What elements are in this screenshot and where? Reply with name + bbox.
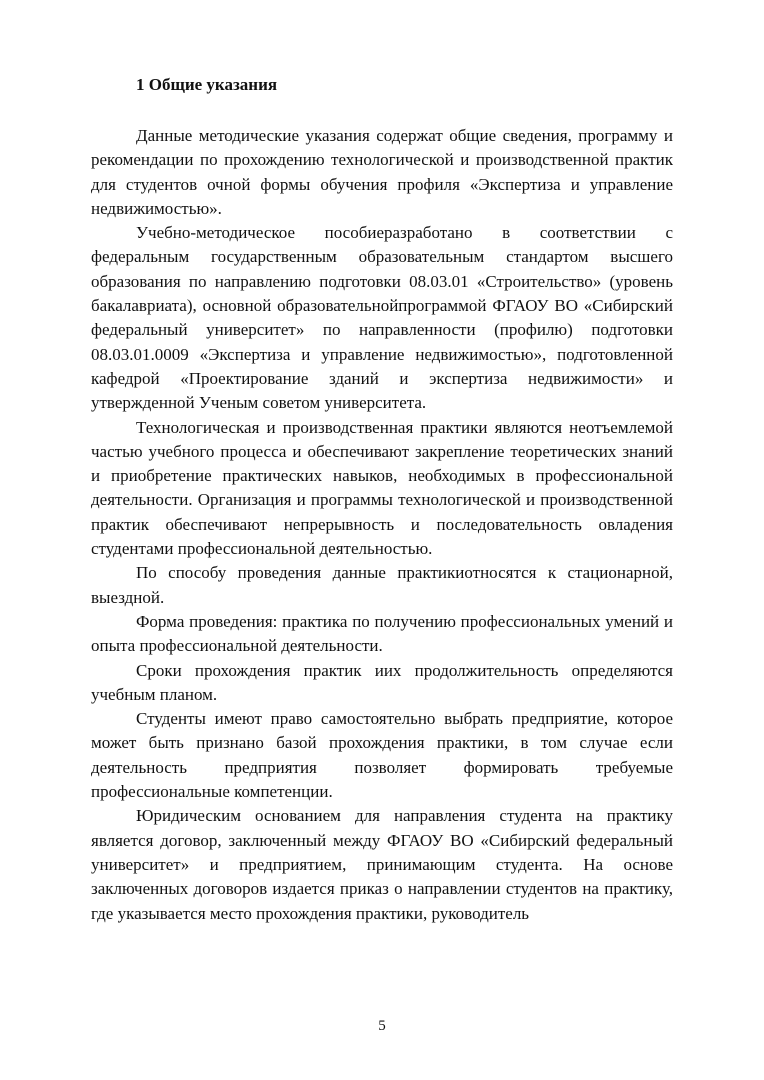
section-heading: 1 Общие указания: [136, 75, 278, 94]
paragraph: Сроки прохождения практик иих продолжительность определяются учебным планом.: [91, 660, 673, 704]
paragraph: Форма проведения: практика по получению профессиональных умений и опыта профессиональной деятельности.: [91, 611, 673, 656]
paragraph: Учебно-методическое пособиеразработано в соответствии с федеральным государственным образовательным стандартом высшего образования по направлению подготовки 08.03.01 «Строительство» (уровень бакалавриата), основной образовательнойпрограммой ФГАОУ ВО «Сибирский федеральный университет» по направленности (профилю) подготовки 08.03.01.0009 «Экспертиза и управление недвижимостью», подготовленной кафедрой «Проектирование зданий и экспертиза недвижимости» и утвержденной Ученым советом университета.: [91, 223, 673, 413]
paragraph: Юридическим основанием для направления студента на практику является договор, заключенный между ФГАОУ ВО «Сибирский федеральный университет» и предприятием, принимающим студента. На основе заключенных договоров издается приказ о направлении студентов на практику, где указывается место прохождения практики, руководитель: [91, 806, 673, 923]
paragraph: Данные методические указания содержат общие сведения, программу и рекомендации по прохождению технологической и производственной практик для студентов очной формы обучения профиля «Экспертиза и управление недвижимостью».: [91, 126, 673, 218]
paragraph: По способу проведения данные практикиотносятся к стационарной, выездной.: [91, 563, 673, 607]
paragraph: Технологическая и производственная практики являются неотъемлемой частью учебного процесса и обеспечивают закрепление теоретических знаний и приобретение практических навыков, необходимых в профессиональной деятельности. Организация и программы технологической и производственной практик обеспечивают непрерывность и последовательность овладения студентами профессиональной деятельностью.: [91, 417, 673, 559]
paragraph: Студенты имеют право самостоятельно выбрать предприятие, которое может быть признано базой прохождения практики, в том случае если деятельность предприятия позволяет формировать требуемые профессиональные компетенции.: [91, 709, 673, 802]
document-body: [91, 124, 673, 926]
page-number: 5: [378, 1018, 386, 1034]
